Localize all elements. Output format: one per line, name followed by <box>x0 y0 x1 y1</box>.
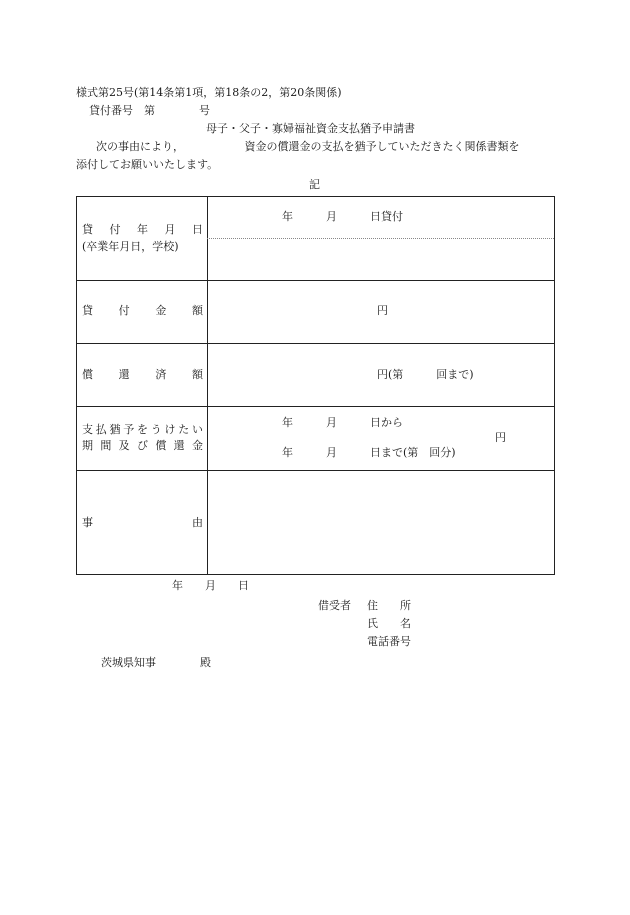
intro-line-1: 次の事由により， 資金の償還金の支払を猶予していただきたく関係書類を <box>96 140 520 153</box>
row-divider-2 <box>77 343 554 344</box>
borrower-label: 借受者 <box>318 599 351 612</box>
deferral-from-value: 年 月 日から <box>282 416 403 429</box>
address-label: 住 所 <box>367 599 411 612</box>
loan-number: 貸付番号 第 号 <box>89 104 210 117</box>
row-divider-3 <box>77 406 554 407</box>
repaid-amount-value: 円(第 回まで) <box>377 368 474 381</box>
loan-date-value: 年 月 日貸付 <box>282 210 403 223</box>
loan-date-label: 貸 付 年 月 日 <box>82 223 203 236</box>
deferral-period-label-line1: 支 払 猶 予 を う け た い <box>82 423 203 436</box>
row1-dotted-divider <box>207 238 554 239</box>
loan-amount-value: 円 <box>377 304 388 317</box>
loan-amount-label: 貸 付 金 額 <box>82 304 203 317</box>
document-title: 母子・父子・寡婦福祉資金支払猶予申請書 <box>206 122 415 135</box>
intro-line-2: 添付してお願いいたします。 <box>76 158 219 171</box>
column-divider <box>207 197 208 574</box>
deferral-amount-yen: 円 <box>495 431 506 444</box>
repaid-amount-label: 償 還 済 額 <box>82 368 203 381</box>
deferral-period-label-line2: 期 間 及 び 償 還 金 <box>82 439 203 452</box>
form-number: 様式第25号(第14条第1項，第18条の2，第20条関係) <box>76 86 342 99</box>
deferral-to-value: 年 月 日まで(第 回分) <box>282 446 456 459</box>
row-divider-4 <box>77 470 554 471</box>
record-heading: 記 <box>309 178 320 191</box>
reason-label: 事 由 <box>82 516 203 529</box>
phone-label: 電話番号 <box>367 635 411 648</box>
row-divider-1 <box>77 280 554 281</box>
application-table <box>76 196 555 575</box>
addressee: 茨城県知事 殿 <box>101 656 211 669</box>
name-label: 氏 名 <box>367 617 411 630</box>
graduation-sublabel: (卒業年月日，学校) <box>82 240 179 253</box>
application-date: 年 月 日 <box>172 579 249 592</box>
